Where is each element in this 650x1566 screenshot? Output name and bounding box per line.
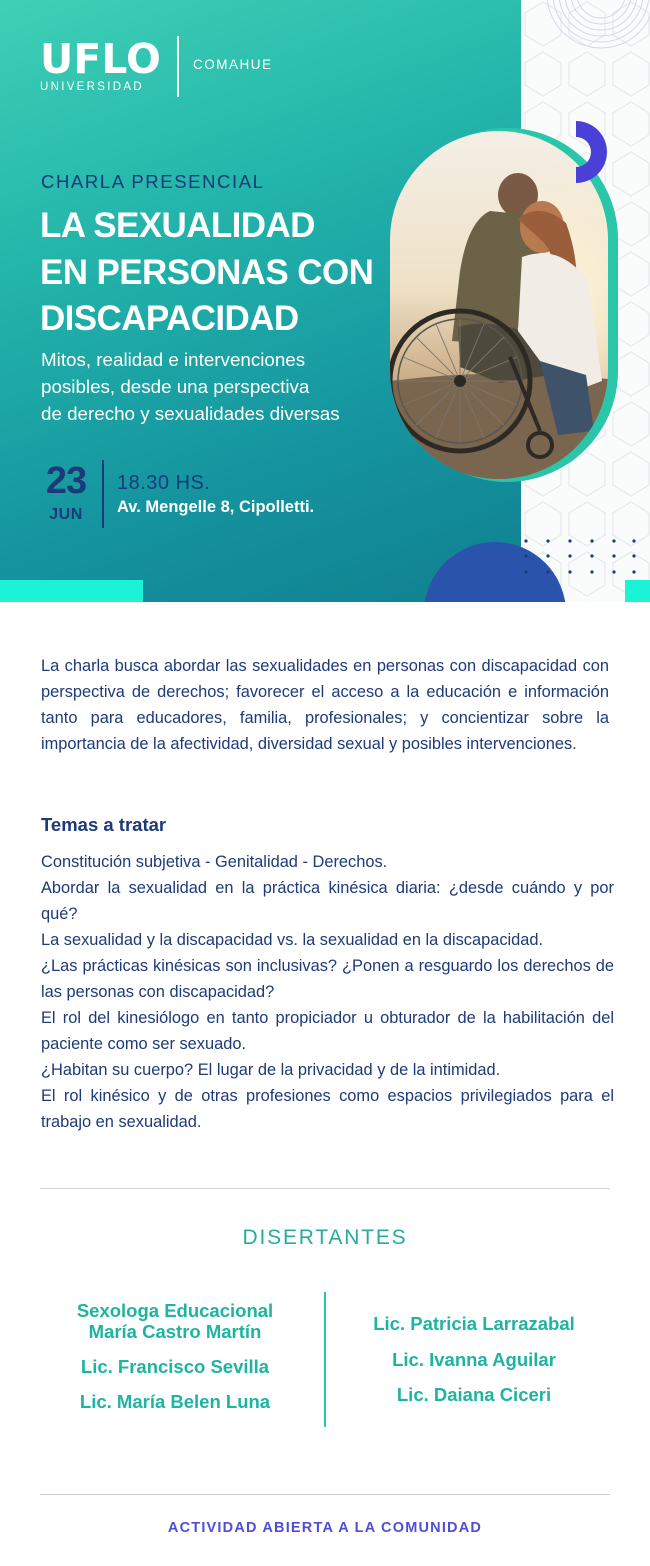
topic-item: Abordar la sexualidad en la práctica kinésica diaria: ¿desde cuándo y por qué? <box>41 879 614 923</box>
speaker-name: Lic. María Belen Luna <box>79 1391 271 1412</box>
topic-item: ¿Habitan su cuerpo? El lugar de la privacidad y de la intimidad. <box>41 1061 501 1079</box>
date-divider <box>102 460 104 528</box>
campus-name: COMAHUE <box>193 57 273 72</box>
logo-wordmark: UFLO <box>40 35 161 83</box>
topic-item: El rol kinésico y de otras profesiones como espacios privilegiados para el trabajo en sexualidad. <box>41 1087 614 1131</box>
logo-subtitle: UNIVERSIDAD <box>40 81 144 93</box>
topic-item: ¿Las prácticas kinésicas son inclusivas? ¿Ponen a resguardo los derechos de las personas con discapacidad? <box>41 957 614 1001</box>
section-divider <box>40 1494 610 1495</box>
mint-accent-bar <box>625 580 650 602</box>
topics-heading: Temas a tratar <box>41 814 167 835</box>
topic-item: El rol del kinesiólogo en tanto propiciador u obturador de la habilitación del paciente como ser sexuado. <box>41 1009 614 1053</box>
speakers-column-divider <box>324 1292 326 1427</box>
event-date-month: JUN <box>49 506 83 523</box>
event-kicker: CHARLA PRESENCIAL <box>41 171 265 192</box>
topic-item: La sexualidad y la discapacidad vs. la sexualidad en la discapacidad. <box>41 931 544 949</box>
title-line: EN PERSONAS CON <box>40 252 374 292</box>
speakers-heading: DISERTANTES <box>242 1226 408 1249</box>
half-ring-decoration-icon <box>566 117 616 187</box>
title-line: DISCAPACIDAD <box>40 299 299 338</box>
uflo-logo <box>40 35 161 93</box>
speaker-name: Lic. Ivanna Aguilar <box>392 1349 556 1370</box>
section-divider <box>40 1188 610 1189</box>
mint-accent-bar <box>0 580 143 602</box>
event-title <box>40 203 373 343</box>
dot-grid-decoration-icon <box>520 536 640 580</box>
hero-banner <box>0 0 650 602</box>
title-line: LA SEXUALIDAD <box>40 206 315 245</box>
speaker-name: Lic. Patricia Larrazabal <box>373 1313 575 1334</box>
logo-divider <box>177 36 179 97</box>
event-date-day: 23 <box>45 460 87 502</box>
topics-list <box>41 849 614 1135</box>
speaker-name: María Castro Martín <box>88 1321 262 1342</box>
event-address: Av. Mengelle 8, Cipolletti. <box>117 498 315 516</box>
event-time: 18.30 HS. <box>117 472 211 494</box>
subtitle-line: posibles, desde una perspectiva <box>41 376 310 397</box>
speaker-name: Sexologa Educacional <box>76 1300 274 1321</box>
speaker-name: Lic. Francisco Sevilla <box>80 1356 270 1377</box>
speaker-name: Lic. Daiana Ciceri <box>396 1384 552 1405</box>
subtitle-line: de derecho y sexualidades diversas <box>41 403 340 424</box>
subtitle-line: Mitos, realidad e intervenciones <box>41 349 306 370</box>
intro-paragraph: La charla busca abordar las sexualidades en personas con discapacidad con perspectiva de derechos; favorecer el acceso a la educación e información tanto para educadores, familia, profesionales; y concientizar sobre la importancia de la afectividad, diversidad sexual y posibles intervenciones. <box>41 657 609 753</box>
event-subtitle <box>41 346 391 427</box>
topic-item: Constitución subjetiva - Genitalidad - Derechos. <box>41 853 388 871</box>
open-activity-note: ACTIVIDAD ABIERTA A LA COMUNIDAD <box>167 1520 483 1536</box>
